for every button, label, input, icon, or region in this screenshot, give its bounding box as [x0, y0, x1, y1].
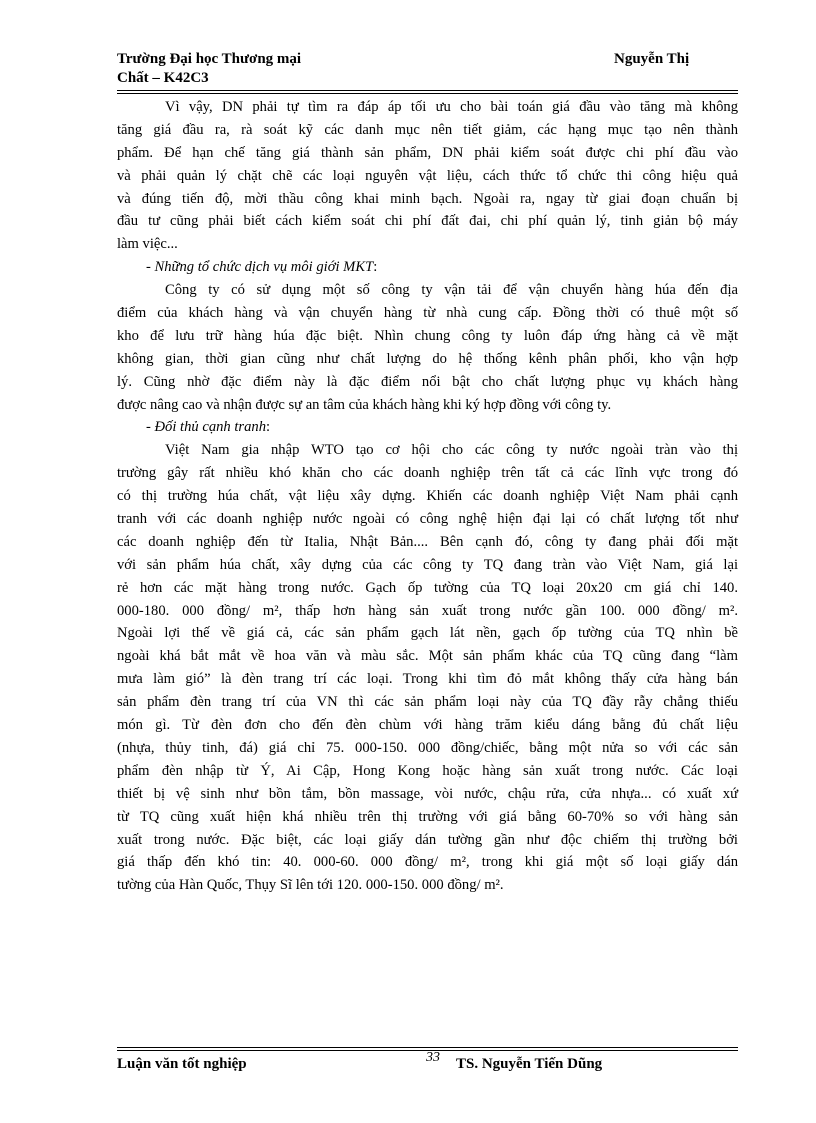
paragraph-input-costs: [117, 96, 738, 256]
text-line: lý. Cũng nhờ đặc điểm này là đặc điểm nổi bật cho chất lượng phục vụ khách hàng: [117, 373, 738, 390]
paragraph-competitors: [117, 439, 738, 897]
text-line: phẩm. Để hạn chế tăng giá thành sản phẩm, DN phải kiểm soát được chi phí đầu vào: [117, 144, 738, 161]
text-line: không gian, thời gian cũng như chất lượng do hệ thống kênh phân phối, kho vận hợp: [117, 350, 738, 367]
text-line: từ TQ cũng xuất hiện khá nhiều trên thị trường với giá bằng 60-70% so với hàng sản: [117, 808, 738, 825]
text-line: tăng giá đầu ra, rà soát kỹ các danh mục nên tiết giảm, các hạng mục tạo nên thành: [117, 121, 738, 138]
heading-text: - Đối thủ cạnh tranh: [146, 419, 266, 436]
header-left: [117, 50, 301, 88]
text-line: rẻ hơn các mặt hàng trong nước. Gạch ốp tường của TQ loại 20x20 cm giá chỉ 140.: [117, 579, 738, 596]
text-line: giá thấp đến khó tin: 40. 000-60. 000 đồng/ m², trong khi giá một số loại giấy dán: [117, 854, 738, 871]
text-line: và đúng tiến độ, mời thầu công khai minh bạch. Ngoài ra, ngay từ giai đoạn chuẩn bị: [117, 190, 738, 207]
text-line: tranh với các doanh nghiệp nước ngoài có công nghệ hiện đại lại có chất lượng tốt như: [117, 511, 738, 528]
text-line: xuất trong nước. Đặc biệt, các loại giấy dán tường gần như độc chiếm thị trường bởi: [117, 831, 738, 848]
heading-competitors: [117, 416, 738, 439]
footer-rule-top: [117, 1047, 738, 1048]
header-author: Nguyễn Thị: [614, 51, 690, 67]
text-line: món gì. Từ đèn đơn cho đến đèn chùm với hàng trăm kiểu dáng bằng đủ chất liệu: [117, 717, 738, 734]
header-school: Trường Đại học Thương mại: [117, 51, 302, 67]
text-line: trường gây rất nhiều khó khăn cho các doanh nghiệp trên tất cả các lĩnh vực trong đó: [117, 465, 738, 482]
text-line: điểm của khách hàng và vận chuyển hàng từ nhà cung cấp. Đồng thời có thuê một số: [117, 305, 738, 322]
footer-thesis-label: Luận văn tốt nghiệp: [117, 1056, 247, 1072]
header-class: Chất – K42C3: [117, 70, 209, 86]
text-line: mưa làm gió” là đèn trang trí các loại. Trong khi tìm đỏ mắt không thấy cửa hàng bán: [117, 671, 738, 688]
text-line: được nâng cao và nhận được sự an tâm của khách hàng khi ký hợp đồng với công ty.: [117, 396, 612, 413]
text-line: Ngoài lợi thế về giá cả, các sản phẩm gạch lát nền, gạch ốp tường của TQ nhìn bề: [117, 625, 738, 642]
text-line: đầu tư cũng phải biết cách kiểm soát chi phí đất đai, chi phí quản lý, tinh giản bộ máy: [117, 213, 738, 230]
text-line: thiết bị vệ sinh như bồn tắm, bồn massage, vòi nước, chậu rửa, cửa nhựa... có xuất xứ: [117, 785, 738, 802]
footer-supervisor: TS. Nguyễn Tiến Dũng: [456, 1056, 603, 1072]
heading-colon: :: [373, 259, 378, 276]
text-line: sản phẩm đèn trang trí của VN thì các sản phẩm loại này của TQ đầy rẫy chẳng thiếu: [117, 694, 738, 711]
text-line: tường của Hàn Quốc, Thụy Sĩ lên tới 120. 000-150. 000 đồng/ m².: [117, 877, 504, 894]
text-line: ngoài khá bắt mắt về hoa văn và màu sắc. Một sản phẩm khác của TQ cũng đang “làm: [117, 648, 738, 665]
text-line: với sản phẩm húa chất, xây dựng của các công ty TQ đang tràn vào Việt Nam, giá lại: [117, 556, 738, 573]
page-number: 33: [426, 1050, 440, 1065]
text-line: 000-180. 000 đồng/ m², thấp hơn hàng sản xuất trong nước gần 100. 000 đồng/ m².: [117, 602, 738, 619]
heading-text: - Những tổ chức dịch vụ môi giới MKT: [146, 259, 374, 276]
heading-mkt-brokers: [117, 256, 738, 279]
header-rule-top: [117, 90, 738, 91]
text-line: (nhựa, thủy tinh, đá) giá chỉ 75. 000-150. 000 đồng/chiếc, bằng một nửa so với các sản: [117, 739, 738, 756]
text-line: các doanh nghiệp đến từ Italia, Nhật Bản.... Bên cạnh đó, công ty đang phải đối mặt: [117, 533, 738, 550]
text-line: Vì vậy, DN phải tự tìm ra đáp áp tối ưu cho bài toán giá đầu vào tăng mà không: [165, 99, 738, 115]
text-line: có thị trường húa chất, vật liệu xây dựng. Khiến các doanh nghiệp Việt Nam phải cạnh: [117, 488, 738, 505]
heading-colon: :: [266, 419, 271, 436]
text-line: và phải quản lý chặt chẽ các loại nguyên vật liệu, cách thức tổ chức thi công hiệu quả: [117, 167, 738, 184]
text-line: phẩm đèn nhập từ Ý, Ai Cập, Hong Kong hoặc hàng sản xuất trong nước. Các loại: [117, 762, 738, 779]
text-line: kho để lưu trữ hàng húa đặc biệt. Nhìn chung công ty luôn đáp ứng hàng cả về mặt: [117, 327, 738, 344]
text-line: làm việc...: [117, 236, 178, 253]
document-body: [117, 96, 738, 897]
header-rule-bottom: [117, 93, 738, 94]
text-line: Việt Nam gia nhập WTO tạo cơ hội cho các công ty nước ngoài tràn vào thị: [165, 442, 738, 459]
text-line: Công ty có sử dụng một số công ty vận tải để vận chuyển hàng húa đến địa: [165, 282, 738, 299]
paragraph-mkt-brokers: [117, 279, 738, 416]
